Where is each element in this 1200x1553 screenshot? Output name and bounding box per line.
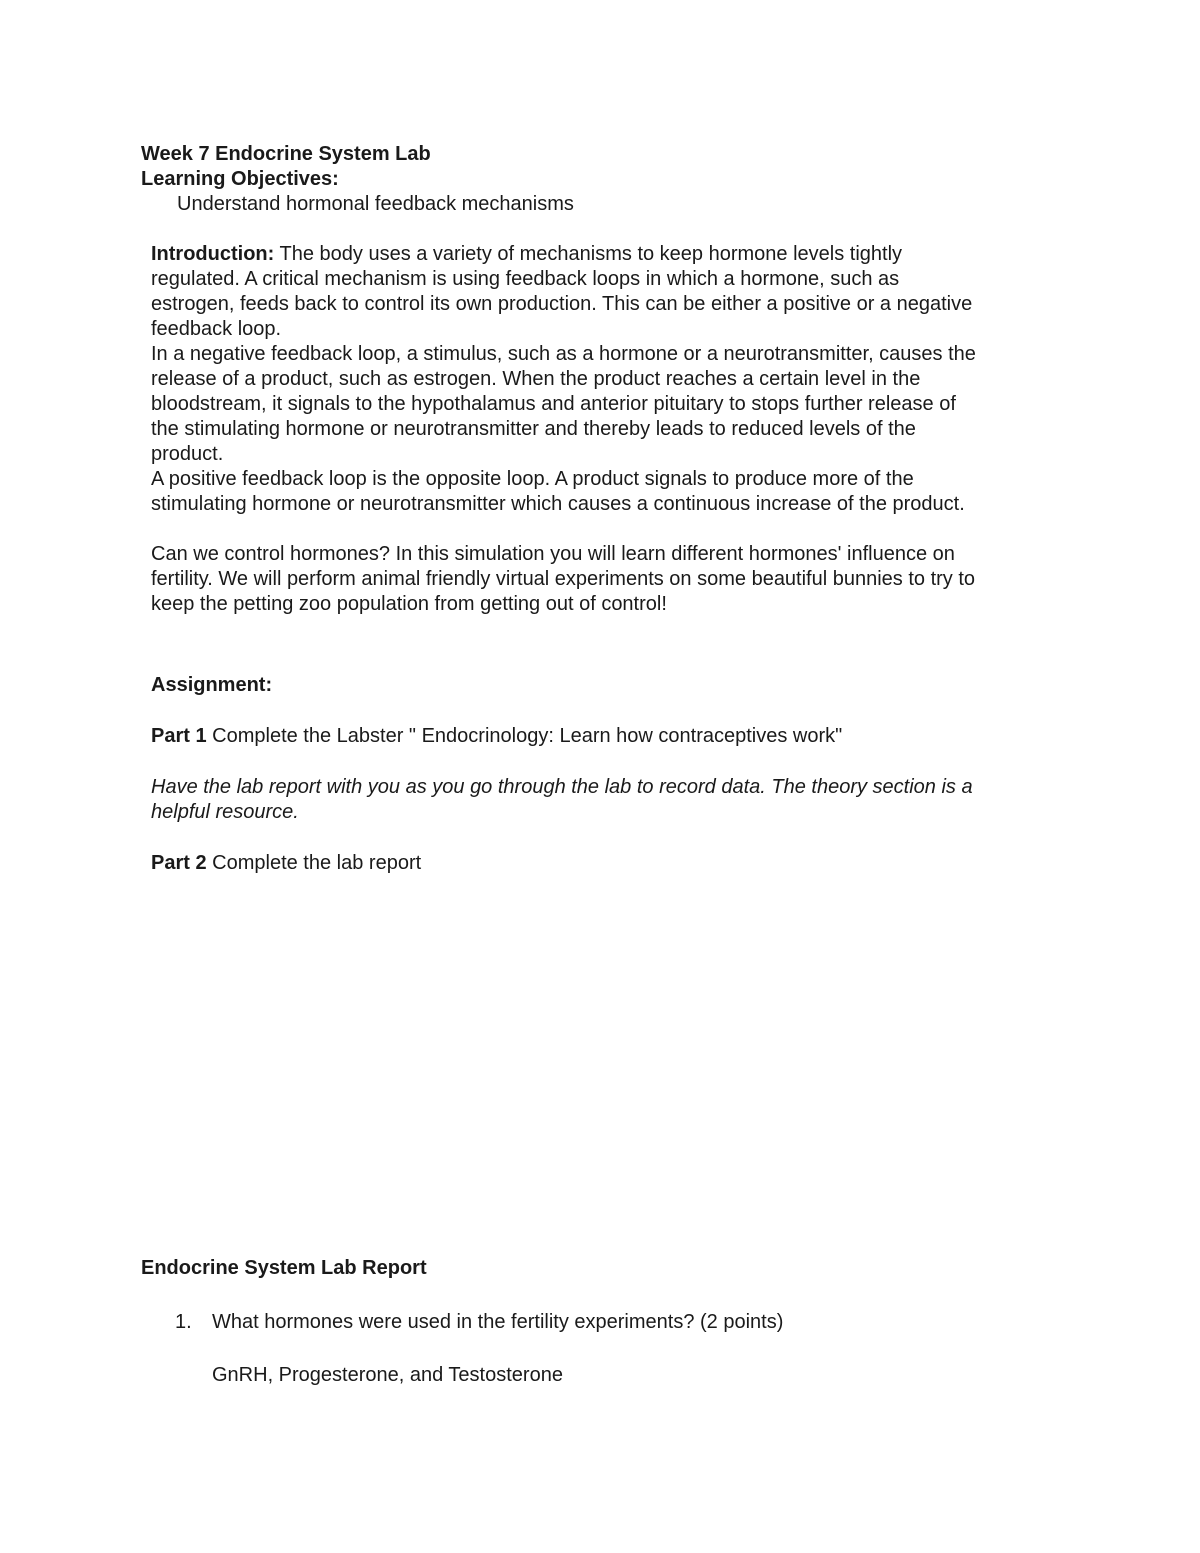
- question-text: What hormones were used in the fertility experiments? (2 points): [212, 1311, 784, 1333]
- intro-line: [151, 242, 1061, 267]
- part1-label: Part 1: [151, 725, 207, 747]
- assignment-note: [151, 775, 1061, 825]
- intro-line: feedback loop.: [151, 318, 282, 340]
- objective-item: Understand hormonal feedback mechanisms: [177, 193, 574, 215]
- report-title: Endocrine System Lab Report: [141, 1257, 427, 1279]
- introduction-section: [151, 242, 1061, 617]
- part2-text: Complete the lab report: [206, 852, 422, 874]
- question-answer: GnRH, Progesterone, and Testosterone: [212, 1364, 563, 1386]
- intro-line: A positive feedback loop is the opposite loop. A product signals to produce more of the: [151, 468, 914, 490]
- part2-line: [151, 851, 1061, 876]
- intro-line: product.: [151, 443, 224, 465]
- assignment-heading: Assignment:: [151, 674, 273, 696]
- intro-line: regulated. A critical mechanism is using feedback loops in which a hormone, such as: [151, 268, 900, 290]
- intro-line: stimulating hormone or neurotransmitter which causes a continuous increase of the product.: [151, 493, 965, 515]
- part2-label: Part 2: [151, 852, 207, 874]
- closing-line: fertility. We will perform animal friendly virtual experiments on some beautiful bunnies to try to: [151, 568, 976, 590]
- intro-line-text: The body uses a variety of mechanisms to keep hormone levels tightly: [274, 243, 903, 265]
- intro-line: release of a product, such as estrogen. When the product reaches a certain level in the: [151, 368, 921, 390]
- closing-line: keep the petting zoo population from getting out of control!: [151, 593, 667, 615]
- note-line: Have the lab report with you as you go through the lab to record data. The theory section is a: [151, 776, 973, 798]
- part1-line: [151, 724, 1061, 749]
- note-line: helpful resource.: [151, 801, 299, 823]
- document-title: Week 7 Endocrine System Lab: [141, 143, 431, 165]
- part1-text: Complete the Labster " Endocrinology: Learn how contraceptives work": [206, 725, 843, 747]
- objectives-heading: Learning Objectives:: [141, 168, 339, 190]
- question-number: 1.: [175, 1311, 192, 1333]
- intro-line: the stimulating hormone or neurotransmitter and thereby leads to reduced levels of the: [151, 418, 916, 440]
- introduction-label: Introduction:: [151, 243, 275, 265]
- intro-line: bloodstream, it signals to the hypothalamus and anterior pituitary to stops further release of: [151, 393, 956, 415]
- intro-line: In a negative feedback loop, a stimulus, such as a hormone or a neurotransmitter, causes the: [151, 343, 976, 365]
- intro-line: estrogen, feeds back to control its own production. This can be either a positive or a negative: [151, 293, 973, 315]
- closing-line: Can we control hormones? In this simulation you will learn different hormones' influence on: [151, 543, 955, 565]
